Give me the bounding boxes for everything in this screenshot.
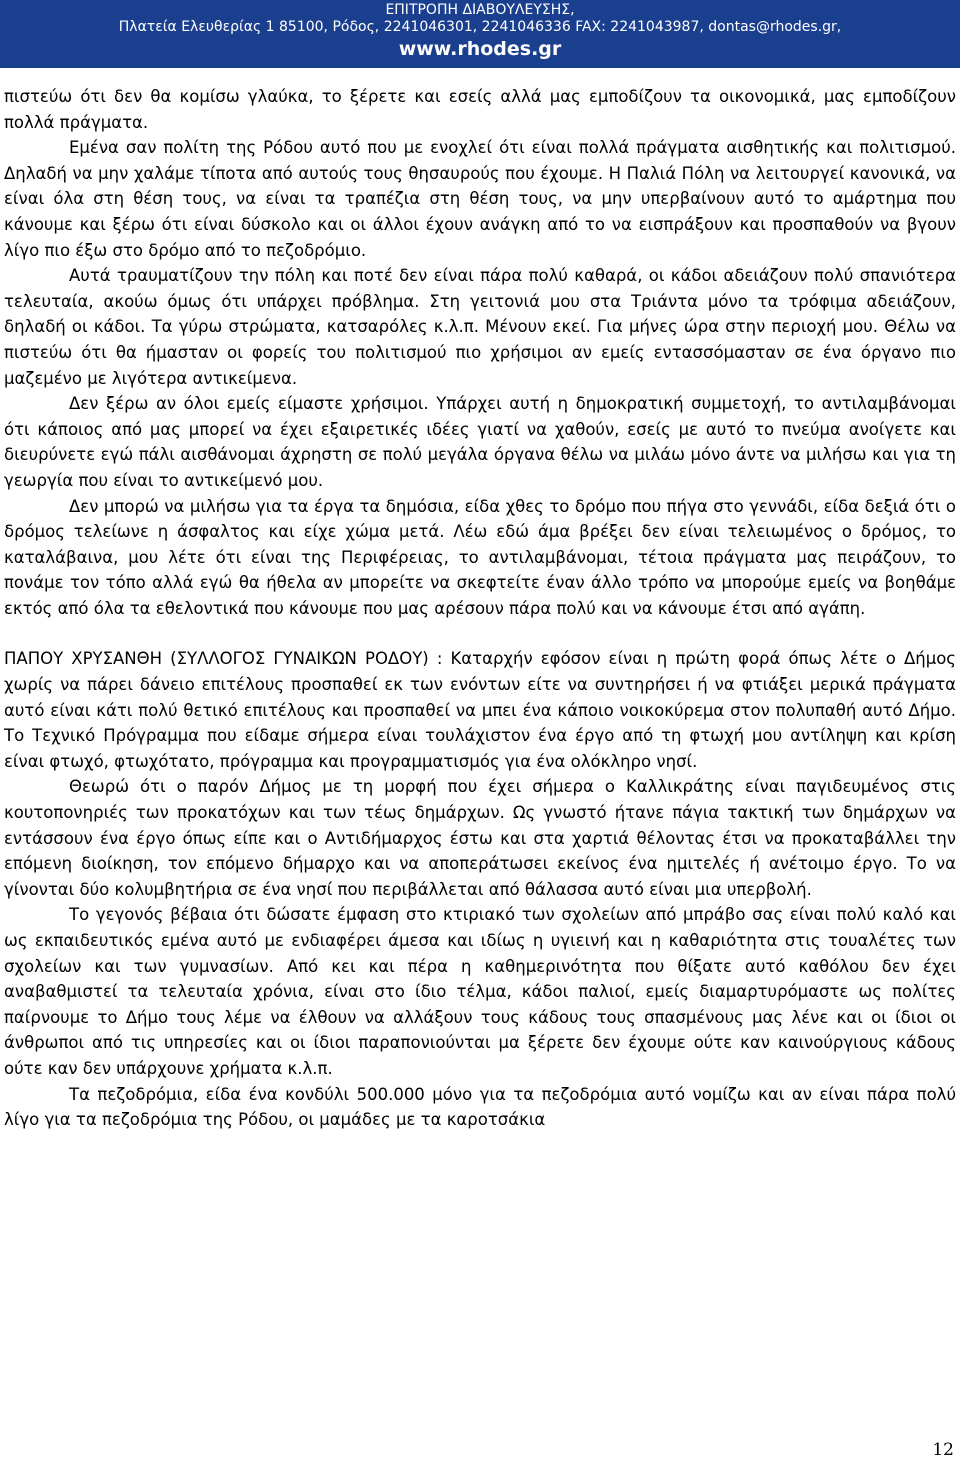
header-contact-line: Πλατεία Ελευθερίας 1 85100, Ρόδος, 2241046301, 2241046336 FAX: 2241043987, dontas@rhodes.gr, <box>118 19 842 35</box>
paragraph: Το γεγονός βέβαια ότι δώσατε έμφαση στο κτιριακό των σχολείων από μπράβο σας είναι πολύ καλό και ως εκπαιδευτικός εμένα αυτό με ενδιαφέρει άμεσα και ιδίως η υγιεινή και η καθαριότητα στις τουαλέτες των σχολείων και των γυμνασίων. Από κει και πέρα η καθημερινότητα που θίξατε αυτό καθόλου δεν έχει αναβαθμιστεί τα τελευταία χρόνια, είναι στο ίδιο τέλμα, κάδοι παλιοί, εμείς διαμαρτυρόμαστε ως πολίτες παίρνουμε το Δήμο τους λέμε να έλθουν να αλλάξουν τους κάδους τους σπασμένους μας λένε και οι ίδιοι οι άνθρωποι από τις υπηρεσίες και οι ίδιοι παραπονιούνται μα ξέρετε δεν έχουμε ούτε καν καινούργιους κάδους ούτε καν δεν υπάρχουνε χρήματα κ.λ.π. <box>4 905 956 1078</box>
header-website-link[interactable]: www.rhodes.gr <box>398 38 562 60</box>
paragraph: πιστεύω ότι δεν θα κομίσω γλαύκα, το ξέρετε και εσείς αλλά μας εμποδίζουν τα οικονομικά, μας εμποδίζουν πολλά πράγματα. <box>4 87 956 132</box>
header-organization: ΕΠΙΤΡΟΠΗ ΔΙΑΒΟΥΛΕΥΣΗΣ, <box>385 2 575 18</box>
paragraph-speaker: ΠΑΠΟΥ ΧΡΥΣΑΝΘΗ (ΣΥΛΛΟΓΟΣ ΓΥΝΑΙΚΩΝ ΡΟΔΟΥ) : Καταρχήν εφόσον είναι η πρώτη φορά όπως λέτε ο Δήμος χωρίς να πάρει δάνειο επιτέλους προσπαθεί εκ των ενόντων είτε να συντηρήσει ή να φτιάξει μερικά πράγματα αυτό είναι κάτι πολύ θετικό επιτέλους και προσπαθεί να μπει ένα κάποιο νοικοκύρεμα στον πολυπαθή αυτό Δήμο. Το Τεχνικό Πρόγραμμα που είδαμε σήμερα είναι τουλάχιστον ένα έργο από τη φτωχή μου αντίληψη και κρίση είναι φτωχό, φτωχότατο, πρόγραμμα και προγραμματισμός για ένα ολόκληρο νησί. <box>4 649 956 771</box>
paragraph: Θεωρώ ότι ο παρόν Δήμος με τη μορφή που έχει σήμερα ο Καλλικράτης είναι παγιδευμένος στις κουτοπονηριές των προκατόχων και των τέως δημάρχων. Ως γνωστό ήτανε πάγια τακτική των δημάρχων να εντάσσουν ένα έργο όπως είπε και ο Αντιδήμαρχος έστω και στα χαρτιά θέλοντας έτσι να προκαταβάλλει την επόμενη διοίκηση, τον επόμενο δήμαρχο και να αποπεράτωσει εκείνος ένα ημιτελές ή ανέτοιμο έργο. Το να γίνονται δύο κολυμβητήρια σε ένα νησί που περιβάλλεται από θάλασσα αυτό είναι μια υπερβολή. <box>4 777 956 899</box>
paragraph: Εμένα σαν πολίτη της Ρόδου αυτό που με ενοχλεί ότι είναι πολλά πράγματα αισθητικής και πολιτισμού. Δηλαδή να μην χαλάμε τίποτα από αυτούς τους θησαυρούς που έχουμε. Η Παλιά Πόλη να λειτουργεί κανονικά, να είναι όλα στη θέση τους, να είναι τα τραπέζια στη θέση τους, να μην υπερβαίνουν αυτό το αμάρτημα που κάνουμε και ξέρω ότι είναι δύσκολο και οι άλλοι έχουν ανάγκη από το να εισπράξουν και προσπαθούν να βγουν λίγο πιο έξω στο δρόμο από το πεζοδρόμιο. <box>4 138 956 260</box>
paragraph: Δεν μπορώ να μιλήσω για τα έργα τα δημόσια, είδα χθες το δρόμο που πήγα στο γεννάδι, είδα δεξιά ότι ο δρόμος τελείωνε η άσφαλτος και είχε χώμα μετά. Λέω εδώ άμα βρέξει δεν είναι τελειωμένος ο δρόμος, το καταλάβαινα, μου λέτε ότι είναι της Περιφέρειας, το αντιλαμβάνομαι, τέτοια πράγματα μας πειράζουν, το πονάμε τον τόπο αλλά εγώ θα ήθελα αν μπορείτε να σκεφτείτε έναν άλλο τρόπο να μπορούμε εμείς να βοηθάμε εκτός από όλα τα εθελοντικά που κάνουμε που μας αρέσουν πάρα πολύ και να κάνουμε έτσι από αγάπη. <box>4 496 956 618</box>
page-number: 12 <box>932 1440 954 1460</box>
document-header <box>0 0 960 68</box>
paragraph: Δεν ξέρω αν όλοι εμείς είμαστε χρήσιμοι. Υπάρχει αυτή η δημοκρατική συμμετοχή, το αντιλαμβάνομαι ότι κάποιος από μας μπορεί να έχει εξαιρετικές ιδέες γιατί να χαθούν, εσείς με αυτό το πνεύμα ανοίγετε και διευρύνετε εγώ πάλι αισθάνομαι άχρηστη σε πολύ μεγάλα όργανα θέλω να μιλάω μόνο άντε να μιλήσω και για τη γεωργία που είναι το αντικείμενό μου. <box>4 394 956 490</box>
document-body <box>4 84 956 1133</box>
paragraph: Αυτά τραυματίζουν την πόλη και ποτέ δεν είναι πάρα πολύ καθαρά, οι κάδοι αδειάζουν πολύ σπανιότερα τελευταία, ακούω όμως ότι υπάρχει πρόβλημα. Στη γειτονιά μου στα Τριάντα μόνο τα τρόφιμα αδειάζουν, δηλαδή οι κάδοι. Τα γύρω στρώματα, κατσαρόλες κ.λ.π. Μένουν εκεί. Για μήνες ώρα στην περιοχή μου. Θέλω να πιστεύω ότι θα ήμασταν οι φορείς του πολιτισμού πιο χρήσιμοι αν εμείς εντασσόμασταν σε ένα όργανο πιο μαζεμένο με λιγότερα αντικείμενα. <box>4 266 956 388</box>
paragraph: Τα πεζοδρόμια, είδα ένα κονδύλι 500.000 μόνο για τα πεζοδρόμια αυτό νομίζω και αν είναι πάρα πολύ λίγο για τα πεζοδρόμια της Ρόδου, οι μαμάδες με τα καροτσάκια <box>4 1084 956 1130</box>
